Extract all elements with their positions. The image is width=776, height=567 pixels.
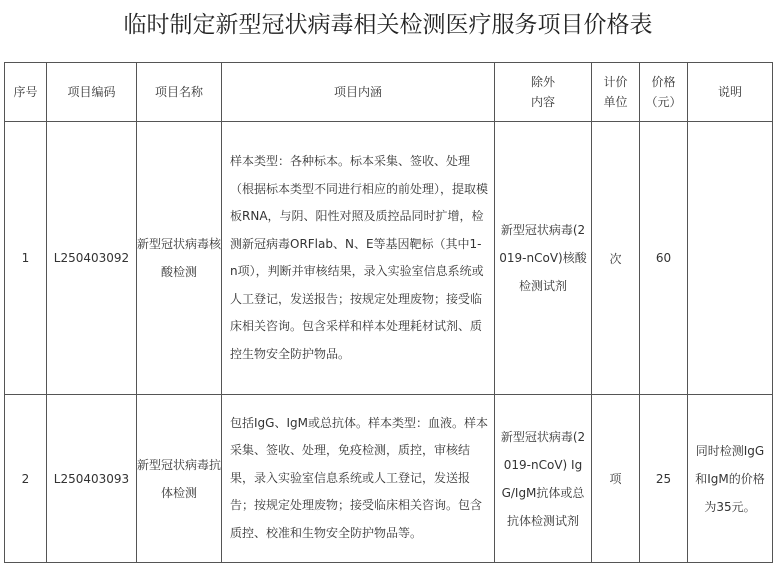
header-code: 项目编码 bbox=[47, 63, 137, 122]
cell-content: 包括IgG、IgM或总抗体。样本类型：血液。样本采集、签收、处理，免疫检测，质控，审核结果，录入实验室信息系统或人工登记，发送报告；按规定处理废物；接受临床相关咨询。包含质控、校准和生物安全防护物品等。 bbox=[222, 395, 495, 563]
cell-seq: 1 bbox=[5, 122, 47, 395]
cell-code: L250403092 bbox=[47, 122, 137, 395]
page-title: 临时制定新型冠状病毒相关检测医疗服务项目价格表 bbox=[123, 12, 653, 38]
header-seq: 序号 bbox=[5, 63, 47, 122]
cell-price: 25 bbox=[640, 395, 688, 563]
table-row bbox=[5, 395, 773, 563]
header-price: 价格 （元） bbox=[640, 63, 688, 122]
cell-note bbox=[688, 122, 773, 395]
cell-note: 同时检测IgG和IgM的价格为35元。 bbox=[688, 395, 773, 563]
header-excluded: 除外 内容 bbox=[495, 63, 592, 122]
cell-excluded: 新型冠状病毒(2019-nCoV) IgG/IgM抗体或总抗体检测试剂 bbox=[495, 395, 592, 563]
header-row bbox=[5, 63, 773, 122]
price-table bbox=[4, 62, 773, 563]
cell-seq: 2 bbox=[5, 395, 47, 563]
cell-unit: 项 bbox=[592, 395, 640, 563]
cell-name: 新型冠状病毒核酸检测 bbox=[137, 122, 222, 395]
cell-content: 样本类型：各种标本。标本采集、签收、处理（根据标本类型不同进行相应的前处理），提取模板RNA，与阴、阳性对照及质控品同时扩增，检测新冠病毒ORFlab、N、E等基因靶标（其中1-n项），判断并审核结果，录入实验室信息系统或人工登记，发送报告；按规定处理废物；接受临床相关咨询。包含采样和样本处理耗材试剂、质控生物安全防护物品。 bbox=[222, 122, 495, 395]
cell-price: 60 bbox=[640, 122, 688, 395]
cell-name: 新型冠状病毒抗体检测 bbox=[137, 395, 222, 563]
header-name: 项目名称 bbox=[137, 63, 222, 122]
header-unit: 计价 单位 bbox=[592, 63, 640, 122]
header-note: 说明 bbox=[688, 63, 773, 122]
table-row bbox=[5, 122, 773, 395]
header-content: 项目内涵 bbox=[222, 63, 495, 122]
cell-unit: 次 bbox=[592, 122, 640, 395]
cell-excluded: 新型冠状病毒(2019-nCoV)核酸检测试剂 bbox=[495, 122, 592, 395]
cell-code: L250403093 bbox=[47, 395, 137, 563]
